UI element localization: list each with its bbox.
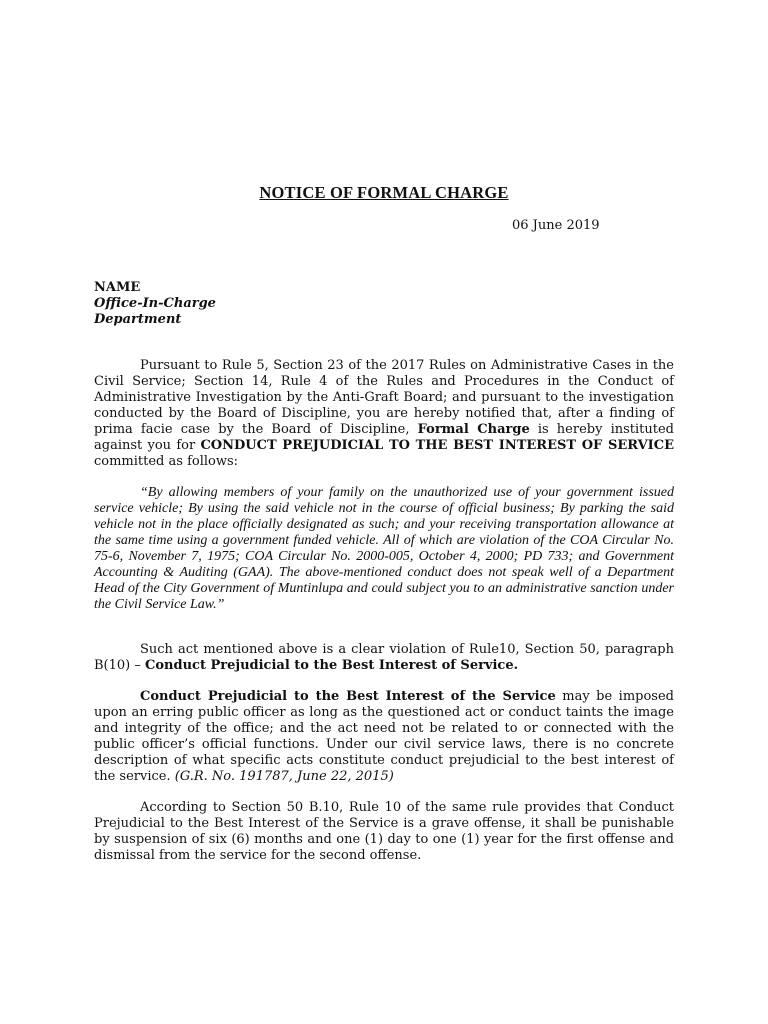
document-date: 06 June 2019 <box>512 218 600 233</box>
emphasis-text: Conduct Prejudicial to the Best Interest of Service. <box>145 658 519 673</box>
document-title: NOTICE OF FORMAL CHARGE <box>259 183 509 202</box>
paragraph-text: is hereby instituted against you for <box>94 422 674 453</box>
paragraph-text: Such act mentioned above is a clear violation of Rule10, Section 50, paragraph B(10) – <box>94 642 674 673</box>
paragraph-charge <box>94 358 674 470</box>
recipient-name: NAME <box>94 280 141 295</box>
recipient-block <box>94 280 216 328</box>
paragraph-text: Pursuant to Rule 5, Section 23 of the 2017 Rules on Administrative Cases in the Civil Service; Section 14, Rule 4 of the Rules and Procedures in the Conduct of Administrative Investigation by the Anti-Graft Board; and pursuant to the investigation conducted by the Board of Discipline, you are hereby notified that, after a finding of prima facie case by the Board of Discipline, <box>94 358 674 437</box>
citation-text: (G.R. No. 191787, June 22, 2015) <box>174 769 394 784</box>
paragraph-definition <box>94 689 674 785</box>
paragraph-violation <box>94 642 674 674</box>
paragraph-text: committed as follows: <box>94 454 239 469</box>
paragraph-penalty: According to Section 50 B.10, Rule 10 of the same rule provides that Conduct Prejudicial to the Best Interest of the Service is a grave offense, it shall be punishable by suspension of six (6) months and one (1) day to one (1) year for the first offense and dismissal from the service for the second offense. <box>94 800 674 863</box>
recipient-department: Department <box>94 312 182 327</box>
recipient-office: Office-In-Charge <box>94 296 216 311</box>
emphasis-text: Conduct Prejudicial to the Best Interest of the Service <box>140 689 556 704</box>
emphasis-text: CONDUCT PREJUDICIAL TO THE BEST INTEREST OF SERVICE <box>200 438 675 453</box>
paragraph-text: may be imposed upon an erring public officer as long as the questioned act or conduct taints the image and integrity of the office; and the act need not be related to or connected with the public officer’s official functions. Under our civil service laws, there is no concrete description of what specific acts constitute conduct prejudicial to the best interest of the service. <box>94 689 674 784</box>
quoted-allegation: “By allowing members of your family on the unauthorized use of your government issued service vehicle; By using the said vehicle not in the course of official business; By parking the said vehicle not in the place officially designated as such; and your receiving transportation allowance at the same time using a government funded vehicle. All of which are violation of the COA Circular No. 75-6, November 7, 1975; COA Circular No. 2000-005, October 4, 2000; PD 733; and Government Accounting & Auditing (GAA). The above-mentioned conduct does not speak well of a Department Head of the City Government of Muntinlupa and could subject you to an administrative sanction under the Civil Service Law.” <box>94 485 674 612</box>
emphasis-text: Formal Charge <box>417 422 530 437</box>
